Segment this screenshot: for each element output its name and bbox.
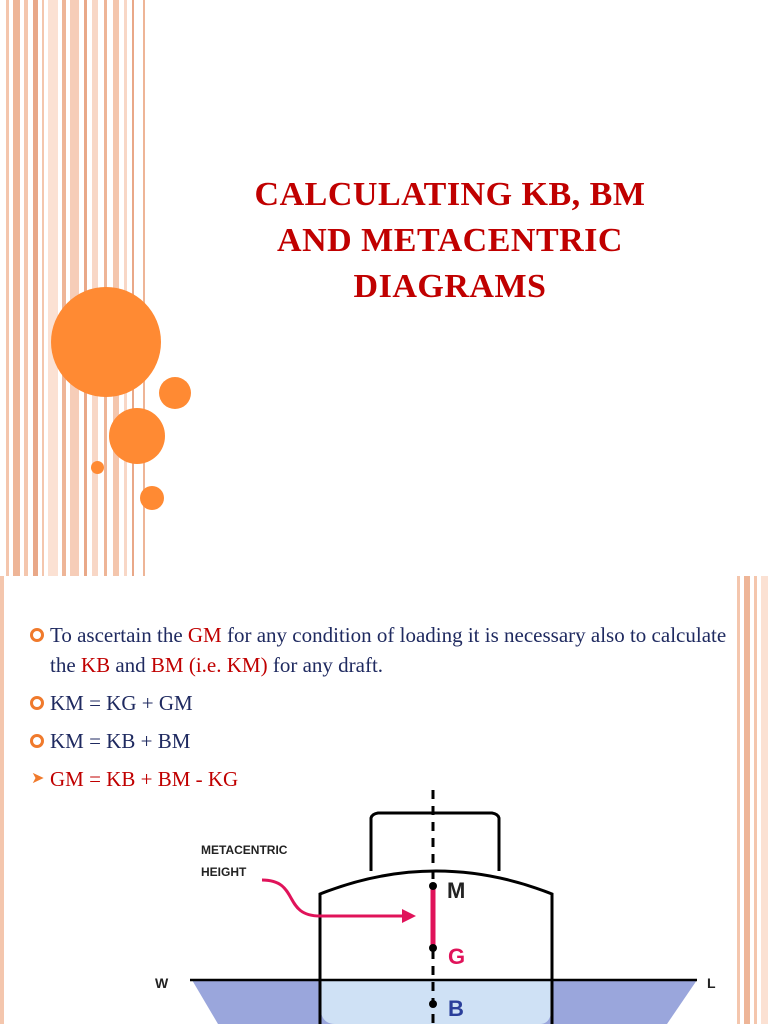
title-line: DIAGRAMS xyxy=(353,268,547,305)
ring-bullet-icon xyxy=(30,734,44,748)
label-m: M xyxy=(447,878,466,903)
bullet-item xyxy=(30,726,730,756)
decor-stripe xyxy=(124,0,127,576)
decor-stripe xyxy=(84,0,87,576)
slide-title xyxy=(200,172,700,310)
gravity-point xyxy=(429,944,437,952)
bullet-text: KM = KG + GM xyxy=(50,691,193,715)
decor-stripe xyxy=(48,0,58,576)
decor-stripe xyxy=(62,0,66,576)
decor-stripe xyxy=(33,0,38,576)
decor-circle-large xyxy=(51,287,161,397)
bullet-item xyxy=(30,620,730,680)
decor-stripe xyxy=(132,0,134,576)
bullet-text: GM = KB + BM - KG xyxy=(50,767,239,791)
bullet-list xyxy=(30,620,730,802)
decor-circle-small xyxy=(159,377,191,409)
metacenter-point xyxy=(429,882,437,890)
content-slide xyxy=(0,576,768,1024)
label-b: B xyxy=(448,996,464,1021)
title-line: CALCULATING KB, BM xyxy=(254,176,646,213)
label-g: G xyxy=(448,944,466,969)
decor-stripe xyxy=(13,0,20,576)
superstructure xyxy=(371,813,499,871)
ring-bullet-icon xyxy=(30,628,44,642)
title-line: AND METACENTRIC xyxy=(277,222,623,259)
bullet-text: KM = KB + BM xyxy=(50,729,191,753)
decor-circle-dot xyxy=(91,461,104,474)
arrow-bullet-icon: ➤ xyxy=(31,770,45,787)
decor-stripe xyxy=(70,0,79,576)
decor-circle-small xyxy=(140,486,164,510)
label-l: L xyxy=(707,975,716,991)
decor-circle-medium xyxy=(109,408,165,464)
label-metacentric: METACENTRIC xyxy=(201,843,288,857)
label-w: W xyxy=(155,975,169,991)
decor-stripe xyxy=(24,0,28,576)
metacentric-diagram xyxy=(0,776,768,1024)
bullet-text: To ascertain the GM for any condition of loading it is necessary also to calculate the KB and BM (i.e. KM) for any draft. xyxy=(50,623,727,677)
label-height: HEIGHT xyxy=(201,865,247,879)
arrowhead-icon xyxy=(402,909,416,923)
pointer-arrow xyxy=(262,880,408,916)
ring-bullet-icon xyxy=(30,696,44,710)
decor-stripe xyxy=(42,0,44,576)
buoyancy-point xyxy=(429,1000,437,1008)
bullet-item xyxy=(30,688,730,718)
decor-stripe xyxy=(6,0,9,576)
